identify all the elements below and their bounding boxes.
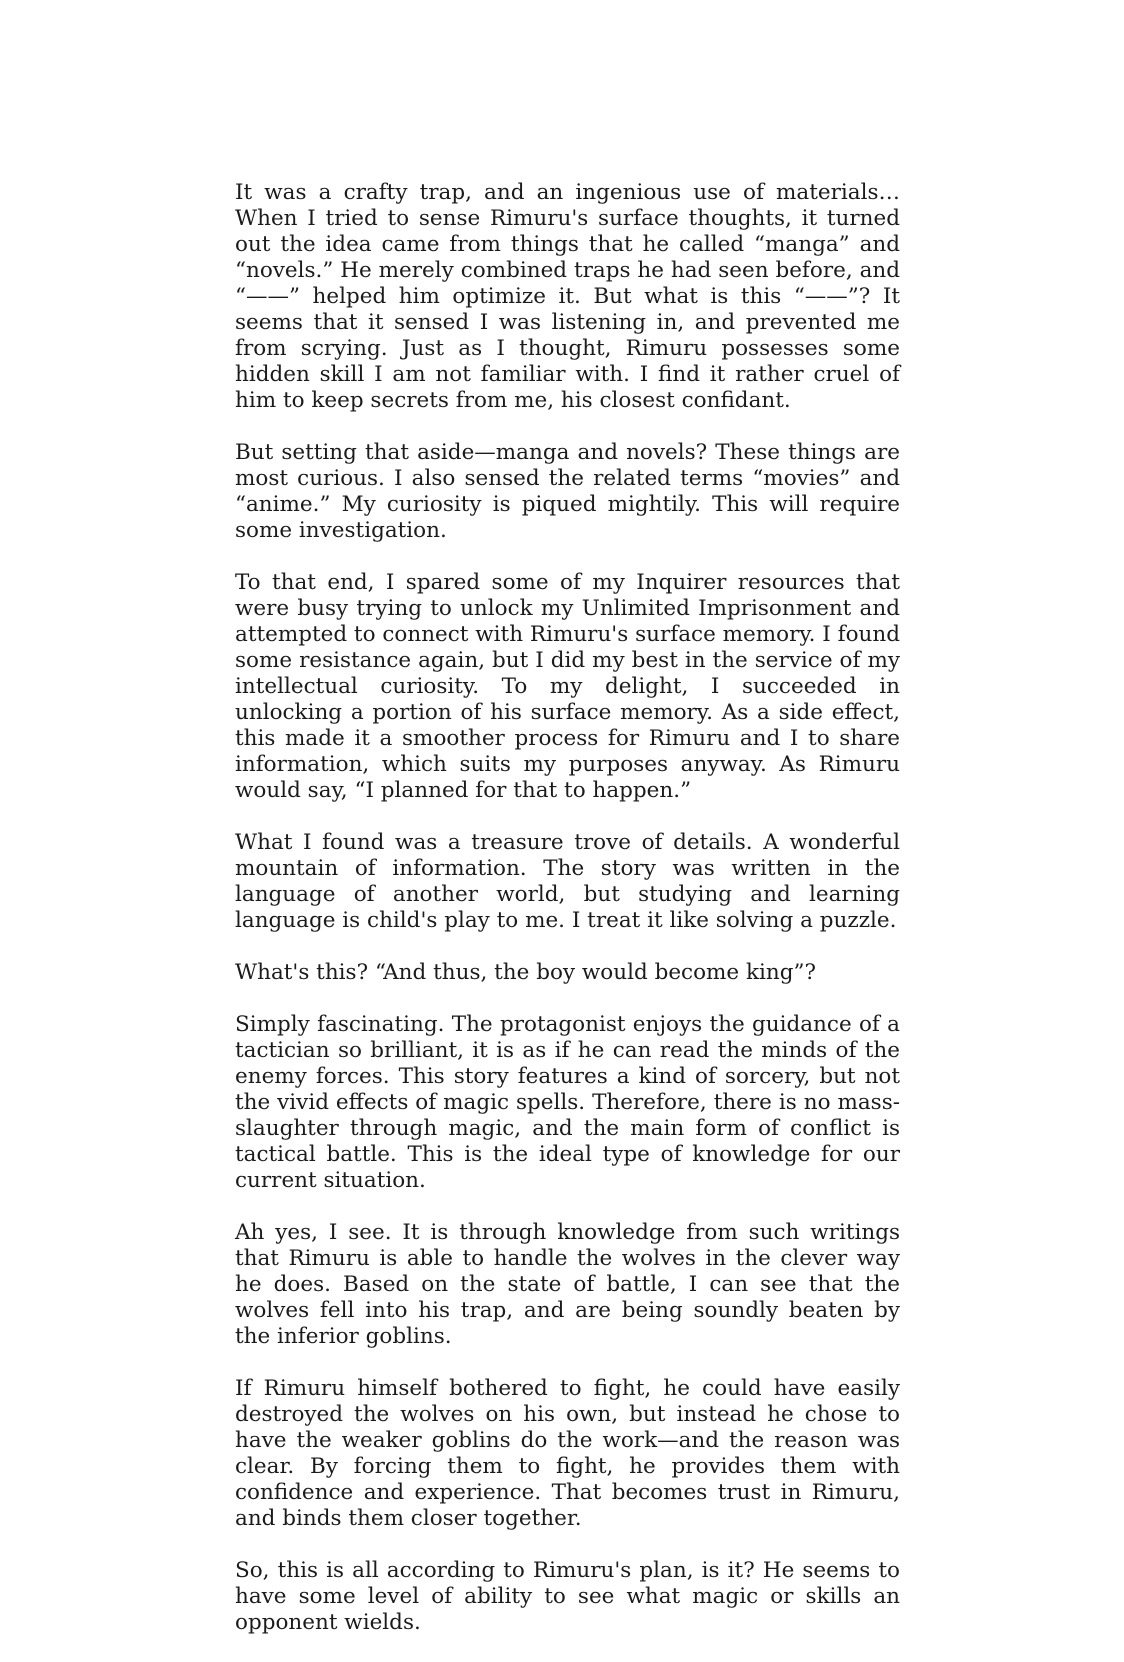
paragraph: Ah yes, I see. It is through knowledge from such writings that Rimuru is able to handle the wolves in the clever way he does. Based on the state of battle, I can see that the wolves fell into his trap, and are being soundly beaten by the inferior goblins. xyxy=(235,1220,900,1349)
paragraph: What's this? “And thus, the boy would become king”? xyxy=(235,960,817,985)
paragraph: If Rimuru himself bothered to fight, he could have easily destroyed the wolves on his own, but instead he chose to have the weaker goblins do the work—and the reason was clear. By forcing them to fight, he provides them with confidence and experience. That becomes trust in Rimuru, and binds them closer together. xyxy=(235,1376,900,1531)
paragraph: To that end, I spared some of my Inquirer resources that were busy trying to unlock my Unlimited Imprisonment and attempted to connect with Rimuru's surface memory. I found some resistance again, but I did my best in the service of my intellectual curiosity. To my delight, I succeeded in unlocking a portion of his surface memory. As a side effect, this made it a smoother process for Rimuru and I to share information, which suits my purposes anyway. As Rimuru would say, “I planned for that to happen.” xyxy=(235,570,900,803)
paragraph: It was a crafty trap, and an ingenious use of materials… When I tried to sense Rimuru's surface thoughts, it turned out the idea came from things that he called “manga” and “novels.” He merely combined traps he had seen before, and “——” helped him optimize it. But what is this “——”? It seems that it sensed I was listening in, and prevented me from scrying. Just as I thought, Rimuru possesses some hidden skill I am not familiar with. I find it rather cruel of him to keep secrets from me, his closest confidant. xyxy=(235,180,900,413)
paragraph: Simply fascinating. The protagonist enjoys the guidance of a tactician so brilliant, it is as if he can read the minds of the enemy forces. This story features a kind of sorcery, but not the vivid effects of magic spells. Therefore, there is no mass-slaughter through magic, and the main form of conflict is tactical battle. This is the ideal type of knowledge for our current situation. xyxy=(235,1012,900,1193)
paragraph: But setting that aside—manga and novels? These things are most curious. I also sensed the related terms “movies” and “anime.” My curiosity is piqued mightily. This will require some investigation. xyxy=(235,440,900,543)
paragraph: What I found was a treasure trove of details. A wonderful mountain of information. The story was written in the language of another world, but studying and learning language is child's play to me. I treat it like solving a puzzle. xyxy=(235,830,900,933)
paragraph: So, this is all according to Rimuru's plan, is it? He seems to have some level of ability to see what magic or skills an opponent wields. xyxy=(235,1558,900,1635)
page-body xyxy=(235,180,900,1662)
